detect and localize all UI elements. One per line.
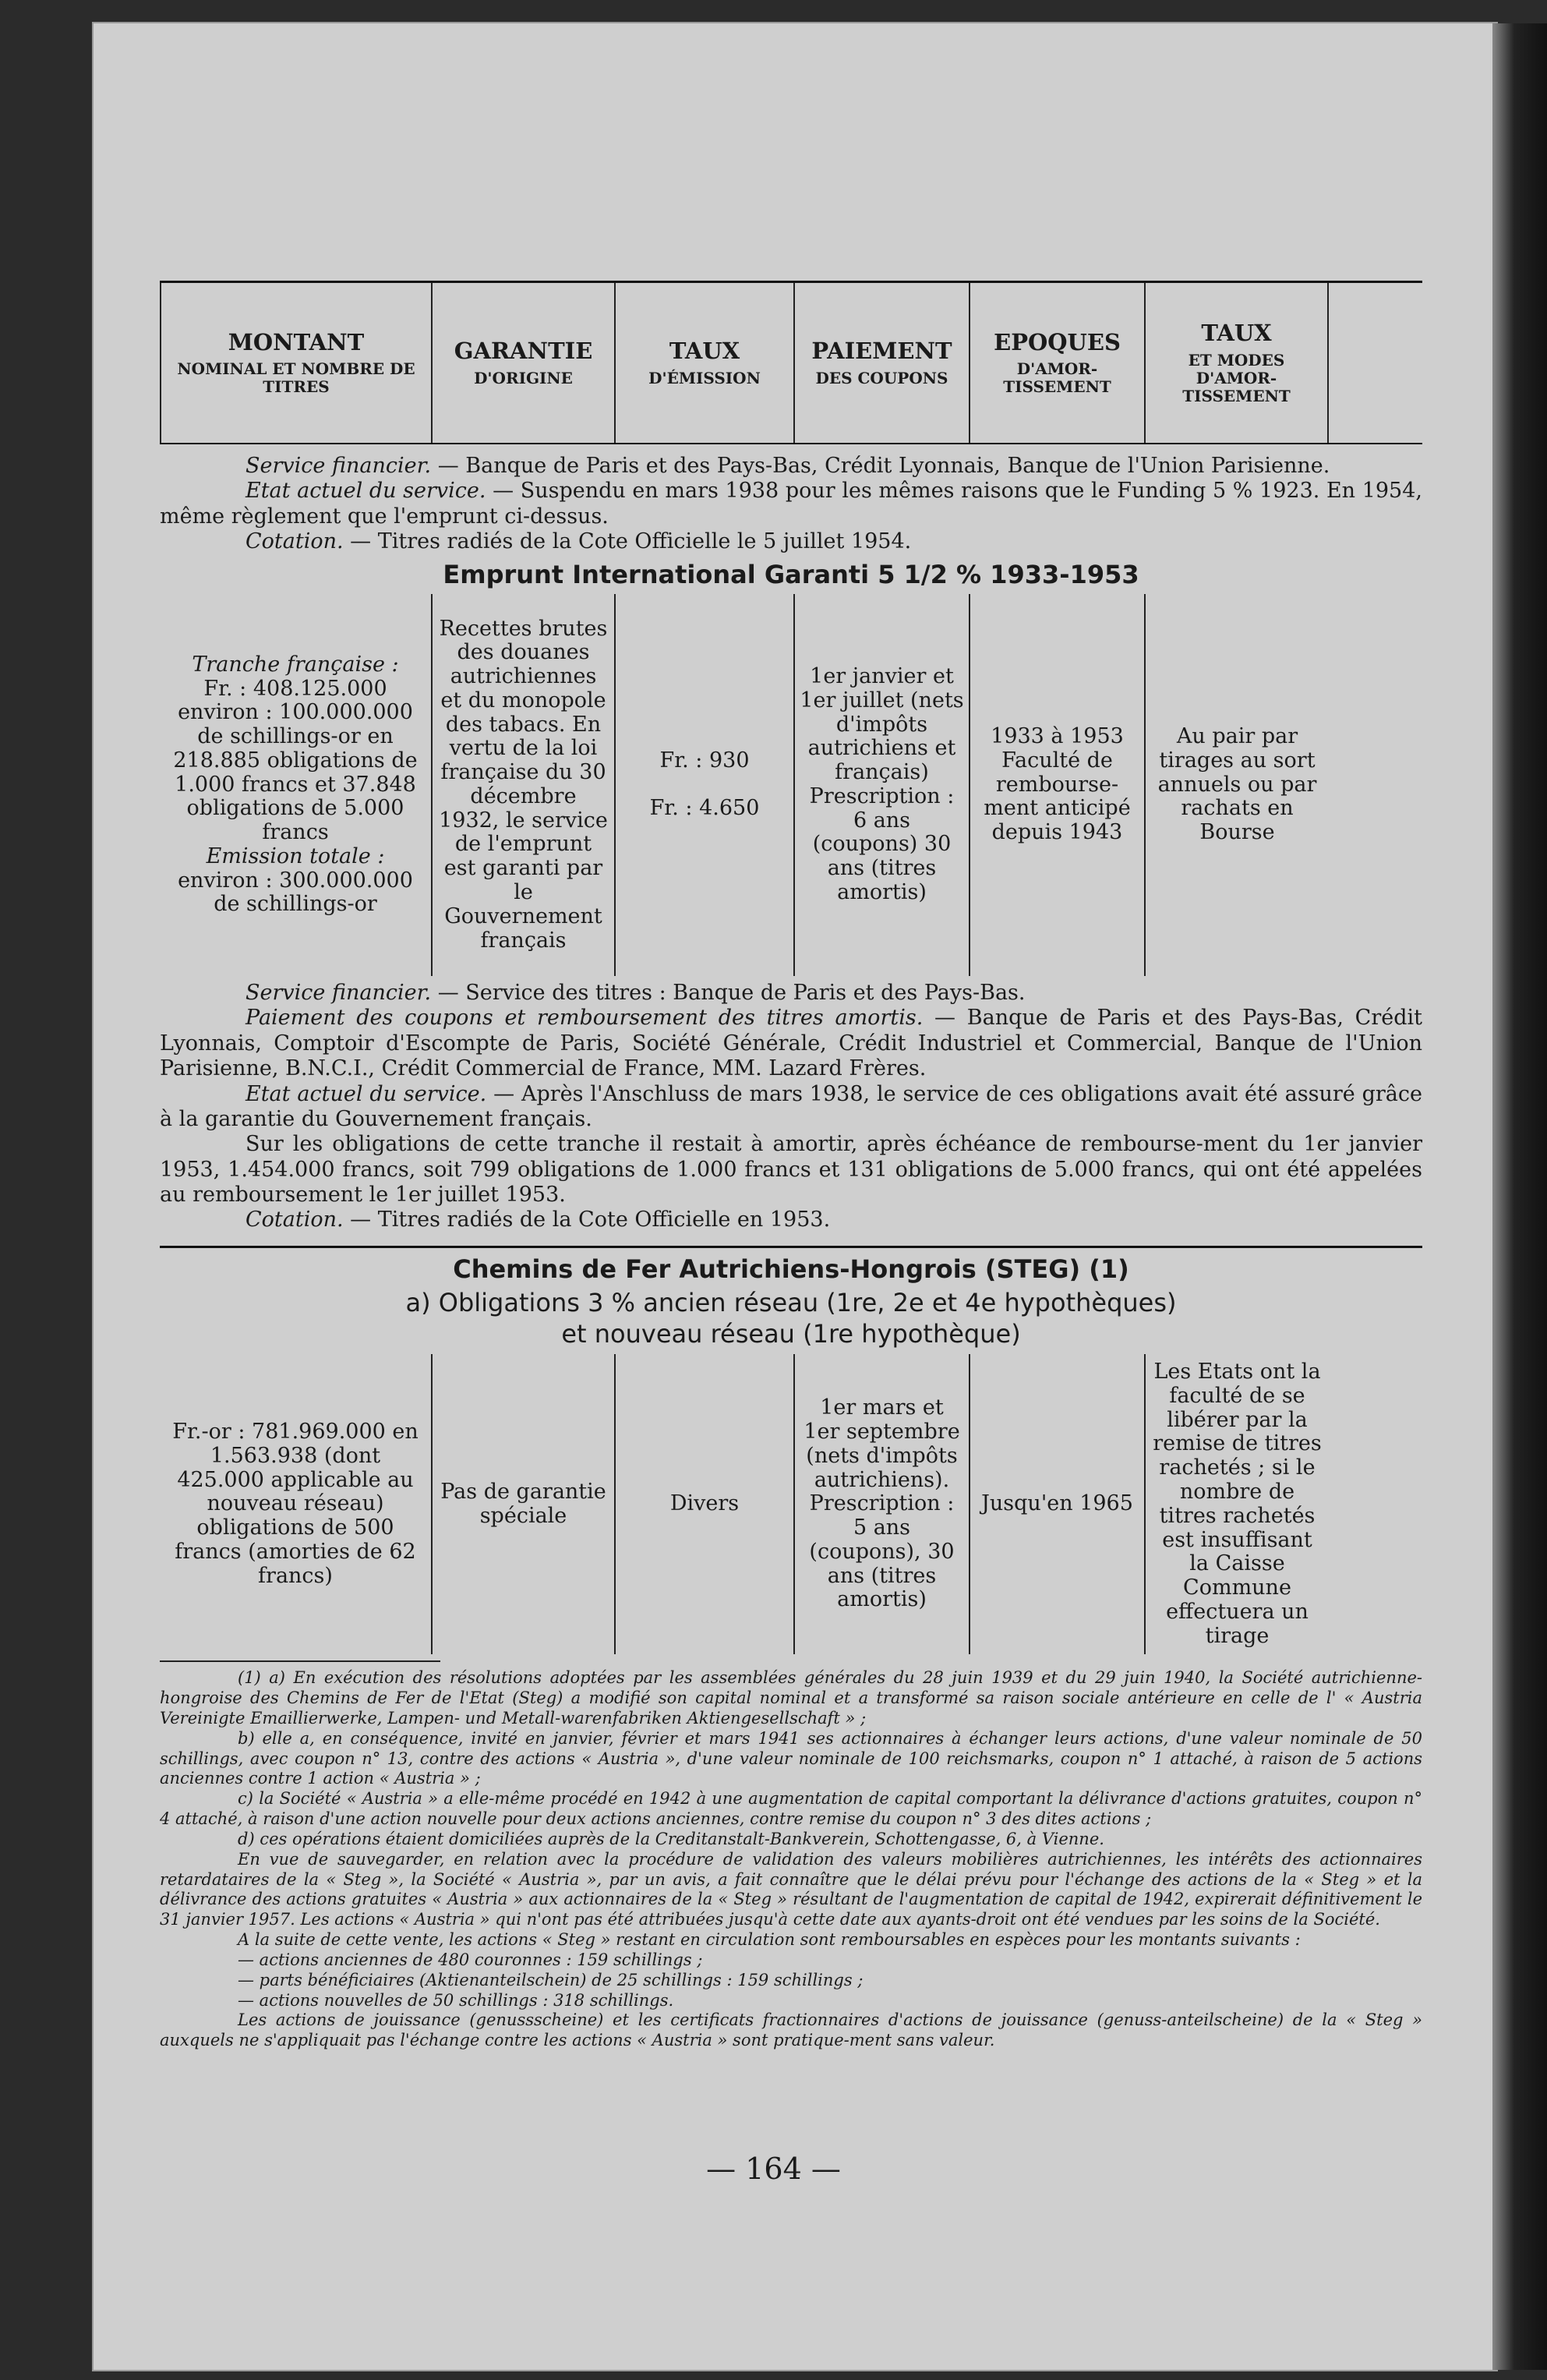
emprunt-etat: Etat actuel du service. — Après l'Anschluss de mars 1938, le service de ces obligations avait été assuré grâce à la garantie du Gouvernement français. [160,1081,1423,1131]
steg-taux: Divers [616,1354,795,1654]
footnote-1a: (1) a) En exécution des résolutions adoptées par les assemblées générales du 28 juin 1939 et du 29 juin 1940, la Société autrichienne-hongroise des Chemins de Fer de l'Etat (Steg) a modifié son capital nominal et a transformé sa raison sociale antérieure en celle de l' « Austria Vereinigte Emaillierwerke, Lampen- und Metall-warenfabriken Aktiengesellschaft » ; [160,1668,1422,1728]
funding-service: Service financier. — Banque de Paris et des Pays-Bas, Crédit Lyonnais, Banque de l'Union Parisienne. [245,454,1330,478]
emprunt-garantie: Recettes brutes des douanes autrichiennes et du monopole des tabacs. En vertu de la loi française du 30 décembre 1932, le service de l'emprunt est garanti par le Gouvernement français [433,594,616,976]
footnote-item-3: — actions nouvelles de 50 schillings : 318 schillings. [238,1990,674,2010]
steg-paiement: 1er mars et 1er septembre (nets d'impôts autrichiens). Prescription : 5 ans (coupons), 30 ans (titres amortis) [795,1354,970,1654]
funding-cotation: Cotation. — Titres radiés de la Cote Officielle le 5 juillet 1954. [245,529,912,554]
emprunt-paiement: 1er janvier et 1er juillet (nets d'impôts autrichiens et français) Prescription : 6 ans (coupons) 30 ans (titres amortis) [795,594,970,976]
emprunt-service: Service financier. — Service des titres : Banque de Paris et des Pays-Bas. [245,980,1026,1005]
funding-notes [160,454,1422,555]
emprunt-taux: Fr. : 930 Fr. : 4.650 [616,594,795,976]
footnote-jouissance: Les actions de jouissance (genussscheine) et les certificats fractionnaires d'actions de jouissance (genuss-anteilscheine) de la « Steg » auxquels ne s'appliquait pas l'échange contre les actions « Austria » sont pratique-ment sans valeur. [160,2010,1422,2050]
emprunt-epoques: 1933 à 1953 Faculté de rembourse-ment anticipé depuis 1943 [970,594,1146,976]
steg-row [160,1354,1422,1654]
book-spine [1492,23,1547,2370]
steg-subtitle-2: et nouveau réseau (1re hypothèque) [561,1319,1021,1349]
steg-epoques: Jusqu'en 1965 [970,1354,1146,1654]
header-epoques: EPOQUES D'AMOR- TISSEMENT [970,283,1146,443]
footnote-1d: d) ces opérations étaient domiciliées auprès de la Creditanstalt-Bankverein, Schottengasse, 6, à Vienne. [238,1829,1104,1848]
footnote-1c: c) la Société « Austria » a elle-même procédé en 1942 à une augmentation de capital comportant la délivrance d'actions gratuites, coupon n° 4 attaché, à raison d'une action nouvelle pour deux actions anciennes, contre remise du coupon n° 3 des dites actions ; [160,1789,1422,1829]
header-montant: MONTANT NOMINAL ET NOMBRE DE TITRES [160,283,433,443]
footnote-item-2: — parts bénéficiaires (Aktienanteilschein) de 25 schillings : 159 schillings ; [238,1970,864,1989]
footnotes [160,1668,1422,2051]
emprunt-row [160,594,1422,976]
emprunt-paiement-note: Paiement des coupons et remboursement des titres amortis. — Banque de Paris et des Pays-Bas, Crédit Lyonnais, Comptoir d'Escompte de Paris, Société Générale, Crédit Industriel et Commercial, Banque de l'Union Parisienne, B.N.C.I., Crédit Commercial de France, MM. Lazard Frères. [160,1006,1422,1081]
steg-modes: Les Etats ont la faculté de se libérer par la remise de titres rachetés ; si le nombre de titres rachetés est insuffisant la Caisse Commune effectuera un tirage [1153,1360,1322,1648]
emprunt-modes: Au pair par tirages au sort annuels ou par rachats en Bourse [1157,724,1317,845]
steg-garantie: Pas de garantie spéciale [433,1354,616,1654]
header-taux-modes: TAUX ET MODES D'AMOR- TISSEMENT [1146,283,1329,443]
header-taux-emission: TAUX D'ÉMISSION [616,283,795,443]
emprunt-title: Emprunt International Garanti 5 1/2 % 1933-1953 [443,559,1139,589]
funding-etat: Etat actuel du service. — Suspendu en mars 1938 pour les mêmes raisons que le Funding 5 % 1923. En 1954, même règlement que l'emprunt ci-dessus. [160,479,1423,529]
footnote-vente: A la suite de cette vente, les actions « Steg » restant en circulation sont remboursables en espèces pour les montants suivants : [238,1930,1301,1950]
steg-subtitle-1: a) Obligations 3 % ancien réseau (1re, 2e et 4e hypothèques) [405,1288,1177,1318]
emprunt-cotation: Cotation. — Titres radiés de la Cote Officielle en 1953. [245,1208,831,1232]
footnote-1b: b) elle a, en conséquence, invité en janvier, février et mars 1941 ses actionnaires à échanger leurs actions, d'une valeur nominale de 50 schillings, avec coupon n° 13, contre des actions « Austria », d'une valeur nominale de 100 reichsmarks, coupon n° 1 attaché, à raison de 5 actions anciennes contre 1 action « Austria » ; [160,1728,1422,1788]
page-content [160,281,1422,2051]
steg-montant: Fr.-or : 781.969.000 en 1.563.938 (dont 425.000 applicable au nouveau réseau) obligations de 500 francs (amorties de 62 francs) [160,1354,433,1654]
emprunt-montant: Tranche française : Fr. : 408.125.000 environ : 100.000.000 de schillings-or en 218.885 obligations de 1.000 francs et 37.848 obligations de 5.000 francs Emission totale : environ : 300.000.000 de schillings-or [160,594,433,976]
steg-title: Chemins de Fer Autrichiens-Hongrois (STEG) (1) [453,1254,1129,1284]
header-garantie: GARANTIE D'ORIGINE [433,283,616,443]
table-header [160,281,1422,444]
footnote-rule [160,1660,440,1662]
section-divider [160,1246,1422,1248]
footnote-item-1: — actions anciennes de 480 couronnes : 159 schillings ; [238,1950,703,1969]
header-paiement: PAIEMENT DES COUPONS [795,283,970,443]
page-number: — 164 — [706,2152,841,2186]
emprunt-sur: Sur les obligations de cette tranche il restait à amortir, après échéance de rembourse-ment du 1er janvier 1953, 1.454.000 francs, soit 799 obligations de 1.000 francs et 131 obligations de 5.000 francs, qui ont été appelées au remboursement le 1er juillet 1953. [160,1132,1422,1208]
emprunt-notes [160,981,1422,1233]
footnote-validation: En vue de sauvegarder, en relation avec la procédure de validation des valeurs mobilières autrichiennes, les intérêts des actionnaires retardataires de la « Steg », la Société « Austria », par un avis, a fait connaître que le délai prévu pour l'échange des actions de la « Steg » et la délivrance des actions gratuites « Austria » aux actionnaires de la « Steg » résultant de l'augmentation de capital de 1942, expirerait définitivement le 31 janvier 1957. Les actions « Austria » qui n'ont pas été attribuées jusqu'à cette date aux ayants-droit ont été vendues par les soins de la Société. [160,1849,1422,1929]
